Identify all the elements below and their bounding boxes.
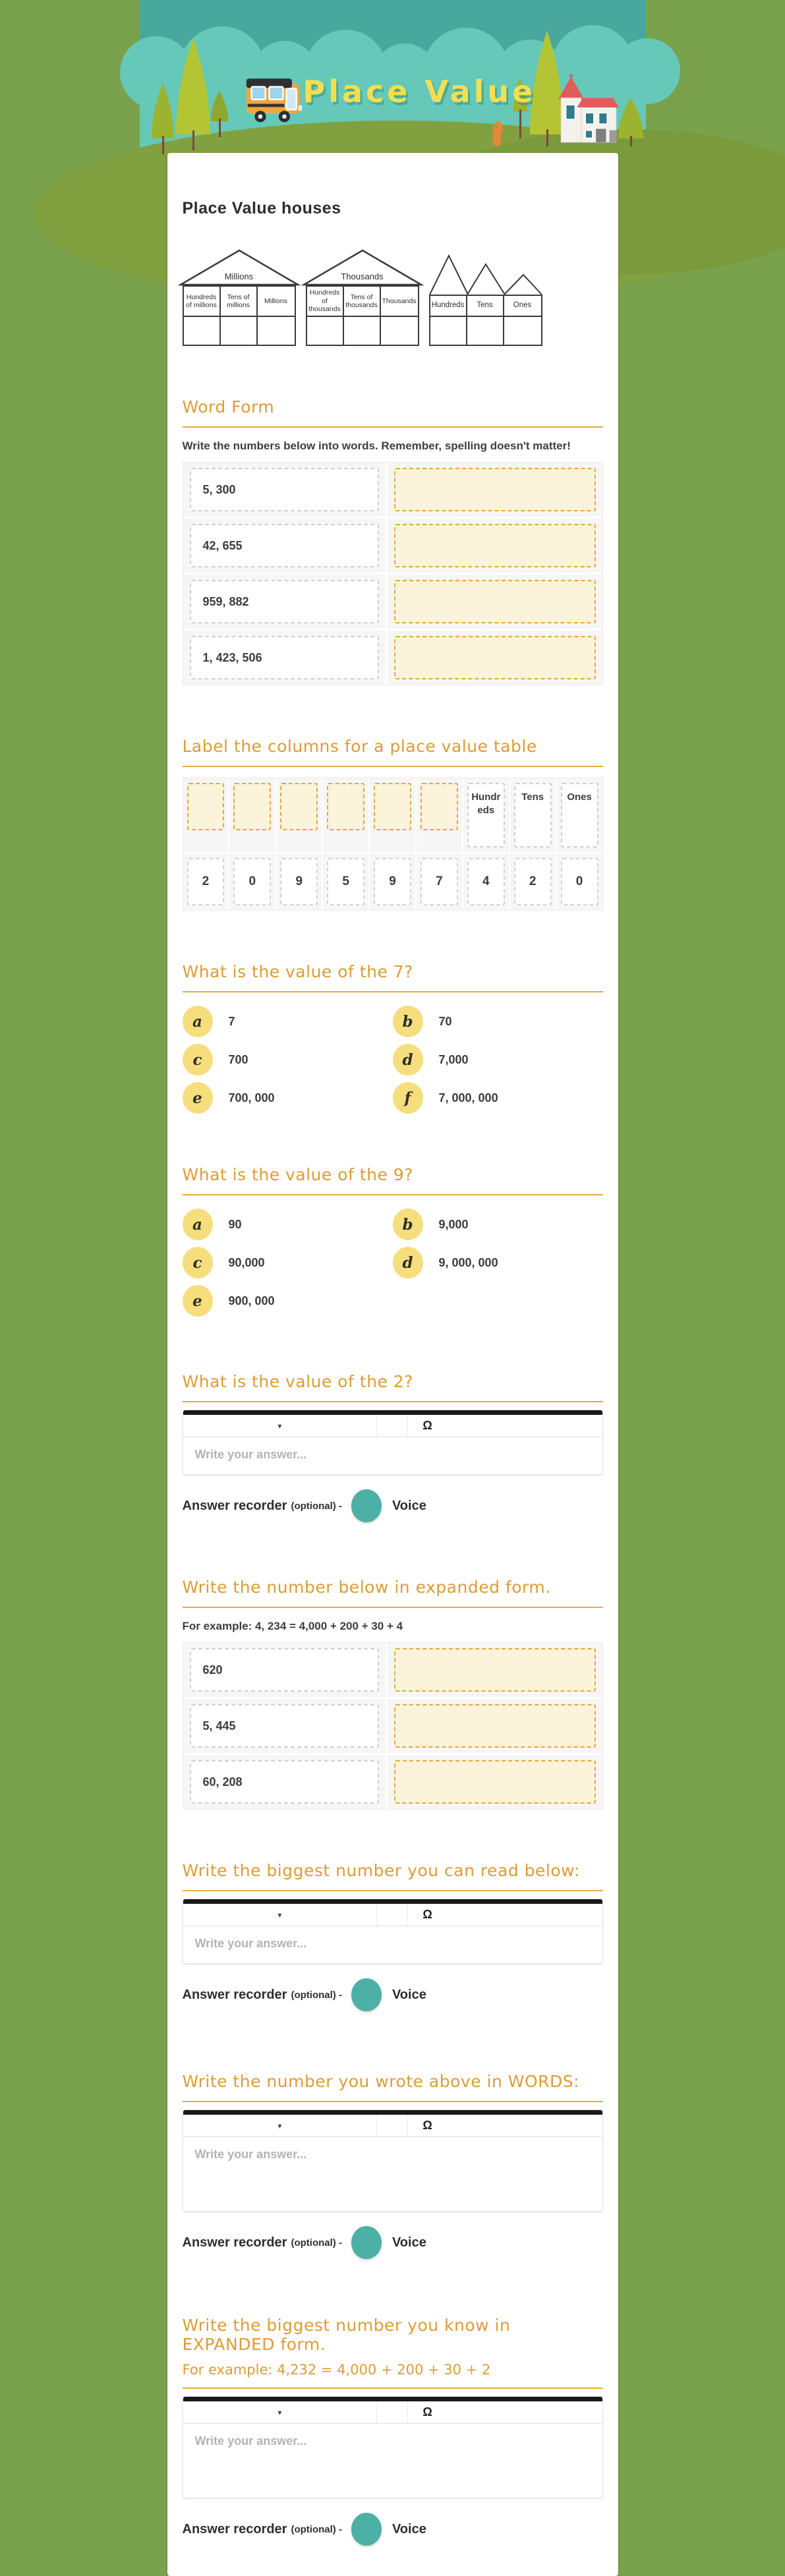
- option-letter-badge[interactable]: e: [183, 1082, 213, 1114]
- choice-option[interactable]: [393, 1082, 603, 1114]
- number-box: 5, 445: [190, 1704, 379, 1748]
- digit-box: 7: [421, 858, 458, 905]
- option-letter-badge[interactable]: b: [393, 1006, 423, 1037]
- roof-label: Millions: [183, 272, 296, 281]
- chevron-down-icon: ▾: [277, 1910, 281, 1920]
- table-row: [183, 463, 602, 517]
- voice-record-button[interactable]: [351, 2226, 382, 2259]
- house-column-label: Hundreds: [430, 296, 467, 317]
- multiple-choice-7: [183, 1006, 603, 1114]
- section-heading-number-in-words: Write the number you wrote above in WORDS:: [183, 2072, 603, 2091]
- option-label: 700, 000: [229, 1091, 275, 1105]
- answer-box[interactable]: [394, 468, 596, 511]
- option-label: 900, 000: [229, 1294, 275, 1308]
- column-label-answer-box[interactable]: [280, 783, 318, 830]
- expanded-form-example: For example: 4, 234 = 4,000 + 200 + 30 + 4: [183, 1620, 603, 1633]
- house-empty-cell: [467, 317, 504, 345]
- squirrel-illustration: [490, 119, 508, 151]
- recorder-optional-label: (optional) -: [291, 2237, 341, 2248]
- table-row: [183, 519, 602, 573]
- option-label: 9, 000, 000: [439, 1256, 498, 1270]
- chevron-down-icon: ▾: [277, 2121, 281, 2131]
- omega-icon: Ω: [422, 2405, 432, 2419]
- option-label: 70: [439, 1015, 452, 1029]
- editor-toolbar: [183, 1904, 602, 1926]
- answer-text-input[interactable]: [183, 1437, 602, 1474]
- option-letter-badge[interactable]: f: [393, 1082, 423, 1114]
- number-box: 959, 882: [190, 580, 379, 623]
- table-row: [183, 631, 602, 685]
- answer-box[interactable]: [394, 580, 596, 623]
- answer-box[interactable]: [394, 636, 596, 679]
- choice-option[interactable]: [393, 1006, 603, 1037]
- digit-box: 9: [374, 858, 411, 905]
- answer-box[interactable]: [394, 1760, 596, 1804]
- paragraph-style-dropdown[interactable]: [183, 1904, 377, 1926]
- page-title: Place Value: [303, 74, 537, 109]
- column-label-answer-box[interactable]: [187, 783, 225, 830]
- answer-recorder: [183, 2513, 603, 2546]
- millions-house: [183, 248, 296, 346]
- answer-recorder: [183, 1489, 603, 1522]
- table-row: [183, 1699, 602, 1753]
- house-column-label: Millions: [258, 287, 295, 317]
- table-row: [183, 1755, 602, 1809]
- header-illustration: [140, 0, 646, 153]
- editor-top-bar: [183, 2397, 602, 2401]
- input-placeholder: Write your answer...: [195, 2148, 307, 2161]
- answer-text-input[interactable]: [183, 2137, 602, 2211]
- ones-house: [429, 254, 542, 346]
- recorder-optional-label: (optional) -: [291, 1989, 341, 2001]
- house-empty-cell: [258, 317, 295, 345]
- digits-row: [183, 853, 602, 910]
- house-empty-cell: [184, 317, 221, 345]
- section-heading-value-9: What is the value of the 9?: [183, 1165, 603, 1184]
- toolbar-spacer: [377, 1415, 407, 1437]
- answer-recorder: [183, 2226, 603, 2259]
- answer-text-input[interactable]: [183, 1926, 602, 1963]
- option-letter-badge[interactable]: c: [183, 1044, 213, 1075]
- editor-top-bar: [183, 2110, 602, 2115]
- biggest-expanded-example: For example: 4,232 = 4,000 + 200 + 30 + 2: [183, 2362, 603, 2378]
- omega-icon: Ω: [422, 1908, 432, 1922]
- digit-box: 2: [514, 858, 552, 905]
- voice-label: Voice: [392, 1499, 426, 1514]
- number-box: 620: [190, 1648, 379, 1692]
- digit-box: 5: [327, 858, 364, 905]
- number-box: 60, 208: [190, 1760, 379, 1804]
- answer-box[interactable]: [394, 1648, 596, 1692]
- paragraph-style-dropdown[interactable]: [183, 1415, 377, 1437]
- house-empty-cell: [381, 317, 418, 345]
- worksheet-page: [140, 0, 646, 2401]
- column-label: Tens: [514, 783, 552, 847]
- answer-text-input[interactable]: [183, 2424, 602, 2498]
- house-empty-cell: [307, 317, 344, 345]
- recorder-label: Answer recorder: [183, 2522, 287, 2537]
- editor-top-bar: [183, 1410, 602, 1415]
- option-letter-badge[interactable]: d: [393, 1044, 423, 1075]
- house-column-label: Tens of millions: [221, 287, 258, 317]
- recorder-optional-label: (optional) -: [291, 1501, 341, 1512]
- voice-record-button[interactable]: [351, 1489, 382, 1522]
- paragraph-style-dropdown[interactable]: [183, 2115, 377, 2136]
- table-row: [183, 575, 602, 629]
- tree: [211, 91, 228, 125]
- paragraph-style-dropdown[interactable]: [183, 2401, 377, 2423]
- rich-text-editor: [183, 1899, 603, 1964]
- worksheet-title: Place Value houses: [183, 199, 603, 218]
- heading-rule: [183, 2101, 603, 2102]
- house-column-label: Ones: [504, 296, 541, 317]
- recorder-optional-label: (optional) -: [291, 2524, 341, 2535]
- column-label-answer-box[interactable]: [233, 783, 271, 830]
- multiple-choice-9: [183, 1209, 603, 1317]
- digit-box: 9: [280, 858, 318, 905]
- option-label: 7: [229, 1015, 235, 1029]
- choice-option[interactable]: [393, 1044, 603, 1075]
- expanded-form-table: [183, 1642, 603, 1810]
- heading-rule: [183, 1401, 603, 1402]
- option-label: 700: [229, 1053, 248, 1067]
- house-empty-cell: [504, 317, 541, 345]
- omega-icon: Ω: [422, 2119, 432, 2132]
- house-column-label: Tens: [467, 296, 504, 317]
- omega-icon: Ω: [422, 1419, 432, 1433]
- house-column-label: Hundreds of thousands: [307, 287, 344, 317]
- house-illustration: [557, 72, 621, 150]
- option-label: 9,000: [439, 1218, 469, 1232]
- column-label-answer-box[interactable]: [421, 783, 458, 830]
- toolbar-spacer: [377, 2401, 407, 2423]
- voice-record-button[interactable]: [351, 2513, 382, 2546]
- choice-option[interactable]: [183, 1006, 393, 1037]
- special-character-button[interactable]: [408, 1415, 602, 1437]
- number-box: 42, 655: [190, 524, 379, 567]
- thousands-house: [306, 248, 419, 346]
- voice-label: Voice: [392, 1988, 426, 2003]
- option-letter-badge[interactable]: a: [183, 1006, 213, 1037]
- voice-label: Voice: [392, 2235, 426, 2250]
- tree: [618, 98, 643, 142]
- choice-option[interactable]: [183, 1209, 393, 1240]
- house-empty-cell: [221, 317, 258, 345]
- digit-box: 2: [187, 858, 225, 905]
- heading-rule: [183, 1194, 603, 1195]
- voice-label: Voice: [392, 2522, 426, 2537]
- option-label: 7,000: [439, 1053, 469, 1067]
- house-column-label: Thousands: [381, 287, 418, 317]
- section-heading-expanded-form: Write the number below in expanded form.: [183, 1578, 603, 1597]
- option-letter-badge[interactable]: a: [183, 1209, 213, 1240]
- heading-rule: [183, 2388, 603, 2389]
- digit-box: 0: [561, 858, 598, 905]
- toolbar-spacer: [377, 2115, 407, 2136]
- word-form-table: [183, 462, 603, 685]
- chevron-down-icon: ▾: [277, 1421, 281, 1431]
- rich-text-editor: [183, 1410, 603, 1475]
- editor-toolbar: [183, 2115, 602, 2137]
- recorder-label: Answer recorder: [183, 1988, 287, 2003]
- heading-rule: [183, 991, 603, 992]
- section-heading-label-columns: Label the columns for a place value table: [183, 737, 603, 756]
- toolbar-spacer: [377, 1904, 407, 1926]
- number-box: 1, 423, 506: [190, 636, 379, 679]
- worksheet-card: [167, 153, 618, 2576]
- section-heading-word-form: Word Form: [183, 397, 603, 416]
- special-character-button[interactable]: [408, 2115, 602, 2136]
- tree: [148, 83, 178, 142]
- recorder-label: Answer recorder: [183, 1499, 287, 1514]
- option-label: 7, 000, 000: [439, 1091, 498, 1105]
- column-label: Hundreds: [467, 783, 505, 847]
- input-placeholder: Write your answer...: [195, 2434, 307, 2447]
- table-header-row: [183, 778, 602, 852]
- rich-text-editor: [183, 2109, 603, 2212]
- number-box: 5, 300: [190, 468, 379, 511]
- house-empty-cell: [344, 317, 381, 345]
- choice-option[interactable]: [183, 1044, 393, 1075]
- answer-recorder: [183, 1978, 603, 2011]
- editor-toolbar: [183, 2401, 602, 2424]
- column-label-answer-box[interactable]: [374, 783, 411, 830]
- place-value-houses-diagram: [183, 248, 603, 346]
- column-label-answer-box[interactable]: [327, 783, 364, 830]
- choice-option[interactable]: [393, 1209, 603, 1240]
- option-label: 90,000: [229, 1256, 265, 1270]
- choice-option[interactable]: [183, 1247, 393, 1278]
- section-heading-value-2: What is the value of the 2?: [183, 1372, 603, 1391]
- house-column-label: Tens of thousands: [344, 287, 381, 317]
- special-character-button[interactable]: [408, 1904, 602, 1926]
- option-label: 90: [229, 1218, 242, 1232]
- section-heading-biggest-number: Write the biggest number you can read below:: [183, 1861, 603, 1880]
- heading-rule: [183, 1890, 603, 1891]
- heading-rule: [183, 426, 603, 428]
- input-placeholder: Write your answer...: [195, 1448, 307, 1461]
- section-heading-value-7: What is the value of the 7?: [183, 962, 603, 981]
- place-value-table: [183, 778, 603, 911]
- section-heading-biggest-expanded: Write the biggest number you know in EXPANDED form.: [183, 2316, 603, 2354]
- special-character-button[interactable]: [408, 2401, 602, 2423]
- option-letter-badge[interactable]: d: [393, 1247, 423, 1278]
- choice-option[interactable]: [183, 1285, 393, 1317]
- voice-record-button[interactable]: [351, 1978, 382, 2011]
- column-label: Ones: [561, 783, 598, 847]
- roof-label: Thousands: [306, 272, 419, 281]
- option-letter-badge[interactable]: e: [183, 1285, 213, 1317]
- answer-box[interactable]: [394, 1704, 596, 1748]
- option-letter-badge[interactable]: c: [183, 1247, 213, 1278]
- answer-box[interactable]: [394, 524, 596, 567]
- chevron-down-icon: ▾: [277, 2408, 281, 2417]
- editor-top-bar: [183, 1899, 602, 1904]
- table-row: [183, 1643, 602, 1697]
- input-placeholder: Write your answer...: [195, 1937, 307, 1950]
- option-letter-badge[interactable]: b: [393, 1209, 423, 1240]
- heading-rule: [183, 766, 603, 767]
- digit-box: 0: [233, 858, 271, 905]
- school-bus-illustration: [244, 66, 307, 132]
- choice-option[interactable]: [393, 1247, 603, 1278]
- word-form-instruction: Write the numbers below into words. Remember, spelling doesn't matter!: [183, 440, 603, 453]
- house-empty-cell: [430, 317, 467, 345]
- house-column-label: Hundreds of millions: [184, 287, 221, 317]
- tree: [176, 38, 210, 138]
- heading-rule: [183, 1607, 603, 1608]
- digit-box: 4: [467, 858, 505, 905]
- choice-option[interactable]: [183, 1082, 393, 1114]
- editor-toolbar: [183, 1415, 602, 1437]
- rich-text-editor: [183, 2396, 603, 2498]
- recorder-label: Answer recorder: [183, 2235, 287, 2250]
